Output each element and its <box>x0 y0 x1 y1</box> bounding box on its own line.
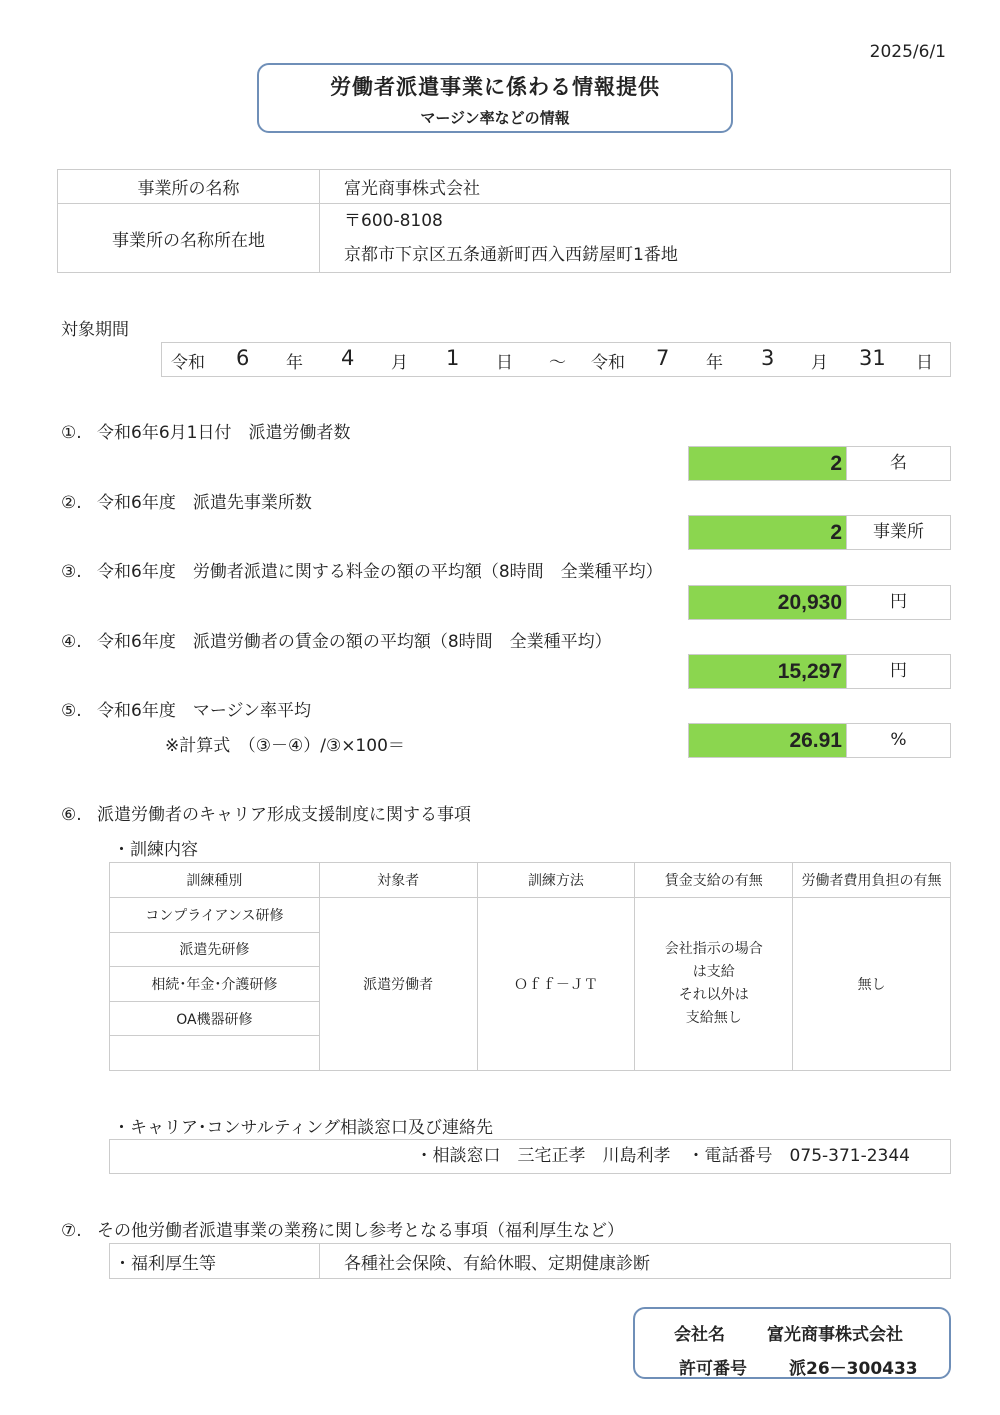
item-text: 令和6年度 マージン率平均 <box>97 701 312 721</box>
wage-line: 会社指示の場合 <box>664 940 763 957</box>
training-type-cell: 相続･年金･介護研修 <box>110 967 320 1002</box>
item-number: ⑤. <box>61 701 82 721</box>
license-label: 許可番号 <box>679 1359 747 1379</box>
item-value: 20,930 <box>689 586 847 619</box>
item-text: 令和6年6月1日付 派遣労働者数 <box>97 423 351 443</box>
wage-line: 支給無し <box>685 1009 742 1026</box>
training-type-cell: OA機器研修 <box>110 1001 320 1036</box>
period-start-year: 6 <box>236 346 250 370</box>
item-5-value-box <box>688 723 951 758</box>
office-name-row <box>58 170 951 204</box>
table-row <box>110 898 951 933</box>
item-number: ②. <box>61 493 82 513</box>
consult-contact: ・相談窓口 三宅正孝 川島利孝 ・電話番号 075-371-2344 <box>109 1139 951 1174</box>
header-training-type: 訓練種別 <box>110 863 320 898</box>
welfare-label: ・福利厚生等 <box>110 1244 320 1279</box>
header-wage: 賃金支給の有無 <box>635 863 793 898</box>
welfare-value: 各種社会保険、有給休暇、定期健康診断 <box>320 1244 951 1279</box>
item-number: ③. <box>61 562 82 582</box>
item-text: 令和6年度 派遣先事業所数 <box>97 493 312 513</box>
item-unit: 事業所 <box>873 522 924 542</box>
wage-cell <box>635 898 793 1071</box>
period-label: 対象期間 <box>61 320 129 340</box>
company-box <box>633 1307 951 1379</box>
training-header-row <box>110 863 951 898</box>
item-1-value-box <box>688 446 951 481</box>
page-subtitle: マージン率などの情報 <box>420 109 570 127</box>
training-table <box>109 862 951 1071</box>
item-text: 派遣労働者のキャリア形成支援制度に関する事項 <box>97 805 471 825</box>
period-tilde: ～ <box>549 353 566 373</box>
career-heading <box>61 800 471 825</box>
other-heading <box>61 1216 624 1241</box>
period-day-unit-end: 日 <box>916 353 933 373</box>
period-start-month: 4 <box>341 346 355 370</box>
training-label: ・訓練内容 <box>113 840 198 860</box>
item-2-value-box <box>688 515 951 550</box>
item-value: 15,297 <box>689 655 847 688</box>
item-number: ⑦. <box>61 1221 82 1241</box>
margin-formula: ※計算式 （③－④）/③×100＝ <box>165 736 405 756</box>
item-3-value-box <box>688 585 951 620</box>
wage-line: それ以外は <box>678 986 749 1003</box>
period-end-era: 令和 <box>591 353 625 373</box>
company-name-value: 富光商事株式会社 <box>767 1325 903 1345</box>
office-address-value <box>320 204 951 273</box>
period-end-month: 3 <box>761 346 775 370</box>
company-name-label: 会社名 <box>674 1325 725 1345</box>
welfare-table <box>109 1243 951 1279</box>
period-month-unit-end: 月 <box>811 353 828 373</box>
item-unit: 名 <box>890 453 907 473</box>
office-name-value: 富光商事株式会社 <box>320 170 951 204</box>
training-type-cell: コンプライアンス研修 <box>110 898 320 933</box>
period-start-era: 令和 <box>171 353 205 373</box>
item-text: その他労働者派遣事業の業務に関し参考となる事項（福利厚生など） <box>97 1221 624 1241</box>
cost-cell: 無し <box>793 898 951 1071</box>
period-start-day: 1 <box>446 346 460 370</box>
item-unit: % <box>890 730 907 750</box>
license-value: 派26－300433 <box>789 1359 918 1379</box>
item-number: ④. <box>61 632 82 652</box>
item-text: 令和6年度 派遣労働者の賃金の額の平均額（8時間 全業種平均） <box>97 632 612 652</box>
item-2-heading <box>61 488 312 513</box>
header-method: 訓練方法 <box>477 863 635 898</box>
item-value: 2 <box>689 516 847 549</box>
item-4-value-box <box>688 654 951 689</box>
period-end-year: 7 <box>656 346 670 370</box>
item-text: 令和6年度 労働者派遣に関する料金の額の平均額（8時間 全業種平均） <box>97 562 663 582</box>
training-type-cell-empty <box>110 1036 320 1071</box>
document-date: 2025/6/1 <box>869 42 946 62</box>
page-title: 労働者派遣事業に係わる情報提供 <box>330 75 660 99</box>
header-target: 対象者 <box>319 863 477 898</box>
item-unit: 円 <box>890 661 907 681</box>
item-3-heading <box>61 557 663 582</box>
office-name-label: 事業所の名称 <box>58 170 320 204</box>
item-unit: 円 <box>890 592 907 612</box>
consult-label: ・キャリア･コンサルティング相談窓口及び連絡先 <box>113 1118 493 1138</box>
period-year-unit: 年 <box>286 353 303 373</box>
period-box <box>161 342 951 377</box>
wage-line: は支給 <box>692 963 735 980</box>
item-4-heading <box>61 627 612 652</box>
target-cell: 派遣労働者 <box>319 898 477 1071</box>
period-day-unit: 日 <box>496 353 513 373</box>
title-box <box>257 63 733 133</box>
office-address-row <box>58 204 951 273</box>
item-number: ①. <box>61 423 82 443</box>
office-info-table <box>57 169 951 273</box>
office-postal: 〒600-8108 <box>344 211 443 231</box>
item-number: ⑥. <box>61 805 82 825</box>
header-cost: 労働者費用負担の有無 <box>793 863 951 898</box>
office-address-label: 事業所の名称所在地 <box>58 204 320 273</box>
period-end-day: 31 <box>859 346 886 370</box>
item-value: 2 <box>689 447 847 480</box>
training-type-cell: 派遣先研修 <box>110 932 320 967</box>
welfare-row <box>110 1244 951 1279</box>
method-cell: Ｏｆｆ－ＪＴ <box>477 898 635 1071</box>
period-year-unit-end: 年 <box>706 353 723 373</box>
item-5-heading <box>61 696 311 721</box>
item-value: 26.91 <box>689 724 847 757</box>
period-month-unit: 月 <box>391 353 408 373</box>
item-1-heading <box>61 418 350 443</box>
office-address: 京都市下京区五条通新町西入西錺屋町1番地 <box>344 245 678 265</box>
